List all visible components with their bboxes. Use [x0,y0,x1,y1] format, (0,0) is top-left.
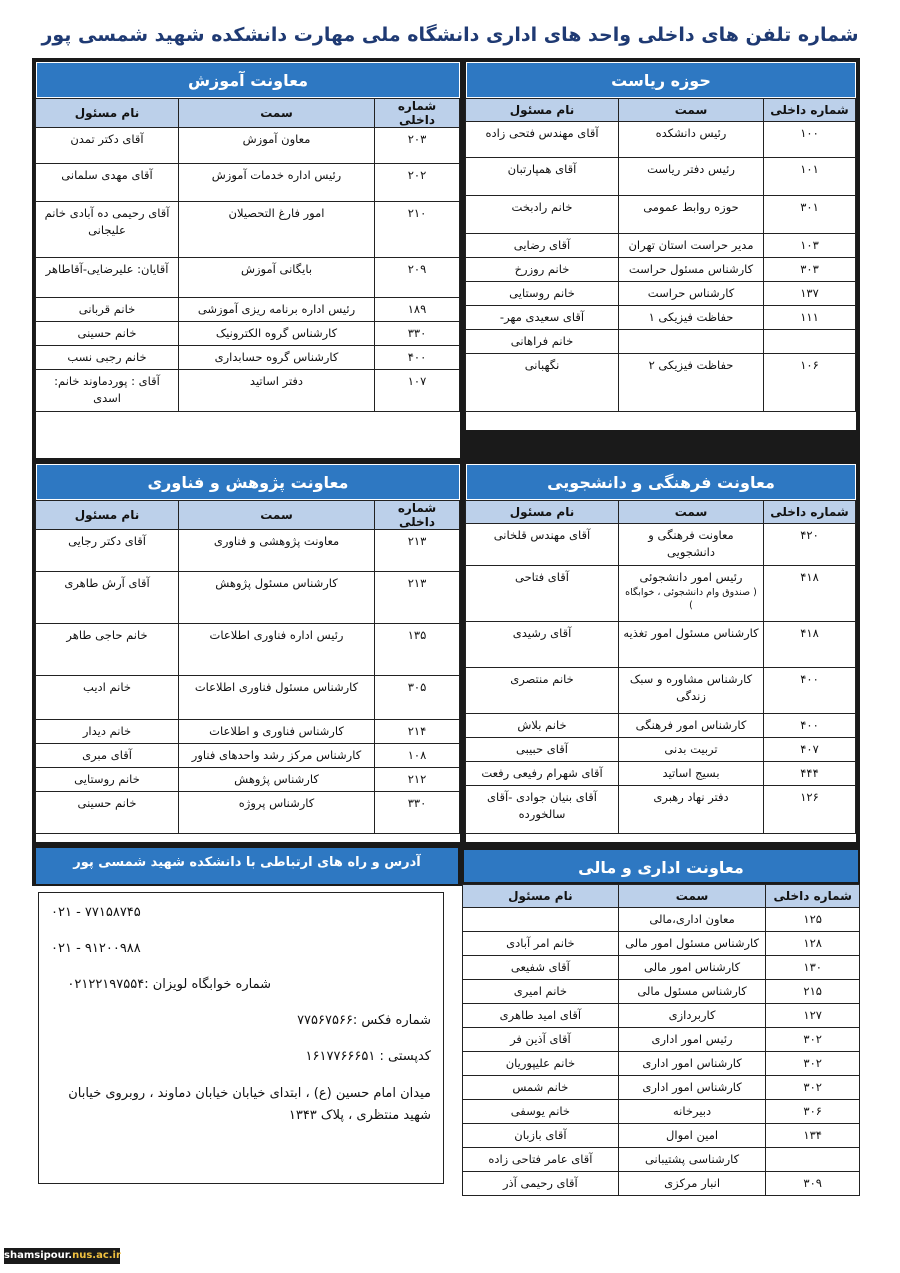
cell-role: بایگانی آموزش [179,258,375,298]
table-row [36,258,460,298]
table-row [463,980,860,1004]
cell-name: خانم ادیب [36,676,179,720]
table-row [463,1076,860,1100]
cell-ext: ۱۰۰ [764,122,856,158]
cell-name: خانم حسینی [36,322,179,346]
cell-ext: ۱۲۵ [766,908,860,932]
column-header-role: سمت [179,501,375,530]
table-row [466,234,856,258]
cell-role: کارشناس امور مالی [618,956,766,980]
cell-ext: ۲۱۴ [375,720,460,744]
panel-farhangi [466,464,856,842]
cell-ext: ۳۰۱ [764,196,856,234]
cell-role: رئیس دانشکده [619,122,764,158]
cell-role: کارشناس امور فرهنگی [619,714,764,738]
cell-ext: ۳۰۶ [766,1100,860,1124]
cell-ext: ۱۸۹ [375,298,460,322]
column-header-ext: شماره داخلی [764,99,856,122]
table-row [466,282,856,306]
column-header-name: نام مسئول [466,99,619,122]
table-row [466,714,856,738]
cell-role: رئیس امور دانشجوئی ( صندوق وام دانشجوئی ، خوابگاه ) [619,566,764,622]
table-row [36,676,460,720]
cell-name: خانم علیپوریان [463,1052,619,1076]
panel-heading: حوزه ریاست [466,62,856,98]
cell-name: خانم روستایی [36,768,179,792]
panel-heading: معاونت آموزش [36,62,460,98]
cell-name: خانم قربانی [36,298,179,322]
cell-ext: ۲۰۳ [375,128,460,164]
cell-ext: ۲۱۰ [375,202,460,258]
cell-ext: ۲۰۲ [375,164,460,202]
cell-name: خانم روزرخ [466,258,619,282]
cell-ext: ۴۴۴ [764,762,856,786]
cell-role: دفتر نهاد رهبری [619,786,764,834]
table-row [466,122,856,158]
cell-name: خانم روستایی [466,282,619,306]
footer-site-badge [4,1248,120,1264]
cell-ext: ۳۳۰ [375,322,460,346]
cell-name: آقای بازبان [463,1124,619,1148]
postal-code: کدپستی : ۱۶۱۷۷۶۶۶۵۱ [305,1049,431,1064]
cell-role: دبیرخانه [618,1100,766,1124]
cell-role: حفاظت فیزیکی ۱ [619,306,764,330]
table-row [36,792,460,834]
cell-role: کارشناس مسئول فناوری اطلاعات [179,676,375,720]
cell-name: خانم دیدار [36,720,179,744]
cell-name: آقای عامر فتاحی زاده [463,1148,619,1172]
sub-note: ( صندوق وام دانشجوئی ، خوابگاه ) [625,587,757,611]
cell-name: نگهبانی [466,354,619,412]
cell-ext: ۱۰۷ [375,370,460,412]
cell-role: حفاظت فیزیکی ۲ [619,354,764,412]
cell-role: انبار مرکزی [618,1172,766,1196]
cell-name: آقای دکتر رجایی [36,530,179,572]
cell-ext: ۱۰۶ [764,354,856,412]
column-header-name: نام مسئول [466,501,619,524]
cell-role: کارشناس مسئول امور تغذیه [619,622,764,668]
cell-role: معاونت فرهنگی و دانشجویی [619,524,764,566]
cell-role: کارشناس گروه حسابداری [179,346,375,370]
dorm-phone: شماره خوابگاه لویزان :۰۲۱۲۲۱۹۷۵۵۴ [67,977,271,992]
cell-role: کارشناس پژوهش [179,768,375,792]
phone-table [35,98,460,412]
table-row [463,1172,860,1196]
cell-ext: ۳۰۲ [766,1076,860,1100]
cell-ext: ۲۱۵ [766,980,860,1004]
cell-ext: ۱۳۰ [766,956,860,980]
table-row [466,330,856,354]
cell-ext: ۱۰۱ [764,158,856,196]
cell-ext: ۱۳۵ [375,624,460,676]
cell-role: مدیر حراست استان تهران [619,234,764,258]
directory-frame [32,58,860,886]
cell-role: دفتر اساتید [179,370,375,412]
footer-site: shamsipour. [4,1250,73,1261]
fax-number: شماره فکس :۷۷۵۶۷۵۶۶ [297,1013,431,1028]
cell-ext: ۱۳۷ [764,282,856,306]
cell-role: رئیس اداره برنامه ریزی آموزشی [179,298,375,322]
cell-role: رئیس اداره خدمات آموزش [179,164,375,202]
panel-heading: معاونت پژوهش و فناوری [36,464,460,500]
table-row [466,524,856,566]
cell-name: خانم امر آبادی [463,932,619,956]
table-row [463,932,860,956]
table-row [466,622,856,668]
cell-ext: ۴۱۸ [764,622,856,668]
column-header-name: نام مسئول [36,99,179,128]
cell-role: کارشناس مرکز رشد واحدهای فناور [179,744,375,768]
cell-role: معاونت پژوهشی و فناوری [179,530,375,572]
cell-ext: ۲۱۲ [375,768,460,792]
cell-role: رئیس اداره فناوری اطلاعات [179,624,375,676]
table-row [463,1004,860,1028]
table-row [466,668,856,714]
phone-line-2: ۰۲۱ - ۹۱۲۰۰۹۸۸ [51,941,141,956]
panel-edari [462,848,860,1190]
cell-ext: ۴۰۰ [764,714,856,738]
cell-name: خانم بلاش [466,714,619,738]
table-row [36,128,460,164]
cell-ext: ۲۰۹ [375,258,460,298]
cell-ext: ۱۲۷ [766,1004,860,1028]
table-row [466,762,856,786]
cell-name: خانم فراهانی [466,330,619,354]
table-row [466,158,856,196]
cell-ext: ۱۰۸ [375,744,460,768]
column-header-ext: شماره داخلی [375,99,460,128]
table-row [36,322,460,346]
cell-name: خانم حاجی طاهر [36,624,179,676]
cell-ext: ۲۱۳ [375,572,460,624]
column-header-role: سمت [618,885,766,908]
column-header-ext: شماره داخلی [766,885,860,908]
column-header-ext: شماره داخلی [375,501,460,530]
table-row [36,530,460,572]
table-row [463,1100,860,1124]
cell-name: آقای دکتر تمدن [36,128,179,164]
panel-amoozesh [36,62,460,458]
cell-role: کارشناس مشاوره و سبک زندگی [619,668,764,714]
table-row [466,786,856,834]
address-box [38,892,444,1184]
cell-role: کارشناس امور اداری [618,1052,766,1076]
cell-name: آقای : پوردماوند خانم: اسدی [36,370,179,412]
table-row [36,720,460,744]
panel-heading: معاونت فرهنگی و دانشجویی [466,464,856,500]
address-heading: آدرس و راه های ارتباطی با دانشکده شهید شمسی پور [36,848,458,884]
cell-name: آقای مبری [36,744,179,768]
cell-ext: ۱۲۶ [764,786,856,834]
page-title: شماره تلفن های داخلی واحد های اداری دانشگاه ملی مهارت دانشکده شهید شمسی پور [41,24,859,46]
cell-role: امور فارغ التحصیلان [179,202,375,258]
table-row [466,738,856,762]
cell-role: کارشناس امور اداری [618,1076,766,1100]
panel-heading: معاونت اداری و مالی [462,848,860,884]
table-row [36,572,460,624]
cell-ext: ۳۳۰ [375,792,460,834]
cell-role: کارشناس فناوری و اطلاعات [179,720,375,744]
table-row [36,744,460,768]
table-row [463,1028,860,1052]
cell-name: خانم شمس [463,1076,619,1100]
cell-ext: ۴۰۰ [375,346,460,370]
cell-role: کارشناس پروژه [179,792,375,834]
table-row [466,258,856,282]
cell-role: کارشناس مسئول مالی [618,980,766,1004]
cell-role: معاون آموزش [179,128,375,164]
table-row [466,306,856,330]
cell-name [463,908,619,932]
cell-ext: ۳۰۲ [766,1028,860,1052]
cell-role [619,330,764,354]
table-row [466,354,856,412]
cell-role: رئیس دفتر ریاست [619,158,764,196]
panel-riyasat [466,62,856,430]
footer-site-accent: nus.ac.ir [72,1250,121,1261]
table-row [36,202,460,258]
cell-role: کارشناس مسئول پژوهش [179,572,375,624]
phone-table [465,500,856,834]
column-header-ext: شماره داخلی [764,501,856,524]
table-row [466,196,856,234]
table-row [36,346,460,370]
phone-line-1: ۰۲۱ - ۷۷۱۵۸۷۴۵ [51,905,141,920]
cell-name: خانم رجبی نسب [36,346,179,370]
cell-name: خانم یوسفی [463,1100,619,1124]
cell-name: آقای رحیمی ده آبادی خانم علیجانی [36,202,179,258]
cell-ext: ۱۳۴ [766,1124,860,1148]
column-header-role: سمت [619,501,764,524]
cell-ext: ۱۲۸ [766,932,860,956]
cell-role: کارشناس مسئول حراست [619,258,764,282]
table-row [36,624,460,676]
cell-name: آقای رحیمی آذر [463,1172,619,1196]
cell-name: آقای رضایی [466,234,619,258]
column-header-name: نام مسئول [463,885,619,908]
cell-role: معاون اداری،مالی [618,908,766,932]
table-row [36,768,460,792]
cell-name: آقای رشیدی [466,622,619,668]
phone-table [462,884,860,1196]
cell-ext: ۳۰۲ [766,1052,860,1076]
cell-name: آقای شفیعی [463,956,619,980]
cell-ext: ۳۰۳ [764,258,856,282]
table-row [466,566,856,622]
table-row [463,956,860,980]
cell-name: خانم رادبخت [466,196,619,234]
cell-name: آقای امید طاهری [463,1004,619,1028]
cell-name: خانم امیری [463,980,619,1004]
cell-name: خانم حسینی [36,792,179,834]
cell-ext: ۳۰۵ [375,676,460,720]
cell-ext: ۴۲۰ [764,524,856,566]
cell-role: کارشناس مسئول امور مالی [618,932,766,956]
cell-name: آقای بنیان جوادی -آقای سالخورده [466,786,619,834]
column-header-role: سمت [619,99,764,122]
cell-ext: ۴۱۸ [764,566,856,622]
phone-table [465,98,856,412]
table-row [463,1124,860,1148]
table-row [36,370,460,412]
cell-ext: ۱۱۱ [764,306,856,330]
column-header-name: نام مسئول [36,501,179,530]
cell-ext: ۲۱۳ [375,530,460,572]
table-row [463,1148,860,1172]
cell-role: بسیج اساتید [619,762,764,786]
cell-name: آقای حبیبی [466,738,619,762]
cell-ext: ۴۰۰ [764,668,856,714]
cell-name: آقای مهدی سلمانی [36,164,179,202]
cell-role: کارشناس گروه الکترونیک [179,322,375,346]
cell-name: آقای همپارتبان [466,158,619,196]
table-row [463,908,860,932]
cell-name: آقای آذین فر [463,1028,619,1052]
cell-role: کارشناسی پشتیبانی [618,1148,766,1172]
cell-name: آقای فتاحی [466,566,619,622]
cell-name: آقای سعیدی مهر- [466,306,619,330]
cell-name: آقای آرش طاهری [36,572,179,624]
cell-role: حوزه روابط عمومی [619,196,764,234]
phone-table [35,500,460,834]
cell-name: آقایان: علیرضایی-آقاطاهر [36,258,179,298]
panel-pajoohesh [36,464,460,842]
cell-role: کارشناس حراست [619,282,764,306]
table-row [36,164,460,202]
cell-name: آقای شهرام رفیعی رفعت [466,762,619,786]
street-address: میدان امام حسین (ع) ، ابتدای خیابان خیابان دماوند ، روبروی خیابان شهید منتظری ، پلاک ۱۳۴۳ [68,1086,431,1123]
cell-ext [764,330,856,354]
cell-name: آقای مهندس فتحی زاده [466,122,619,158]
cell-ext [766,1148,860,1172]
cell-ext: ۴۰۷ [764,738,856,762]
cell-role: تربیت بدنی [619,738,764,762]
cell-ext: ۱۰۳ [764,234,856,258]
cell-role: کاربردازی [618,1004,766,1028]
table-row [36,298,460,322]
column-header-role: سمت [179,99,375,128]
cell-role: امین اموال [618,1124,766,1148]
cell-name: آقای مهندس قلخانی [466,524,619,566]
table-row [463,1052,860,1076]
cell-ext: ۳۰۹ [766,1172,860,1196]
cell-name: خانم منتصری [466,668,619,714]
cell-role: رئیس امور اداری [618,1028,766,1052]
